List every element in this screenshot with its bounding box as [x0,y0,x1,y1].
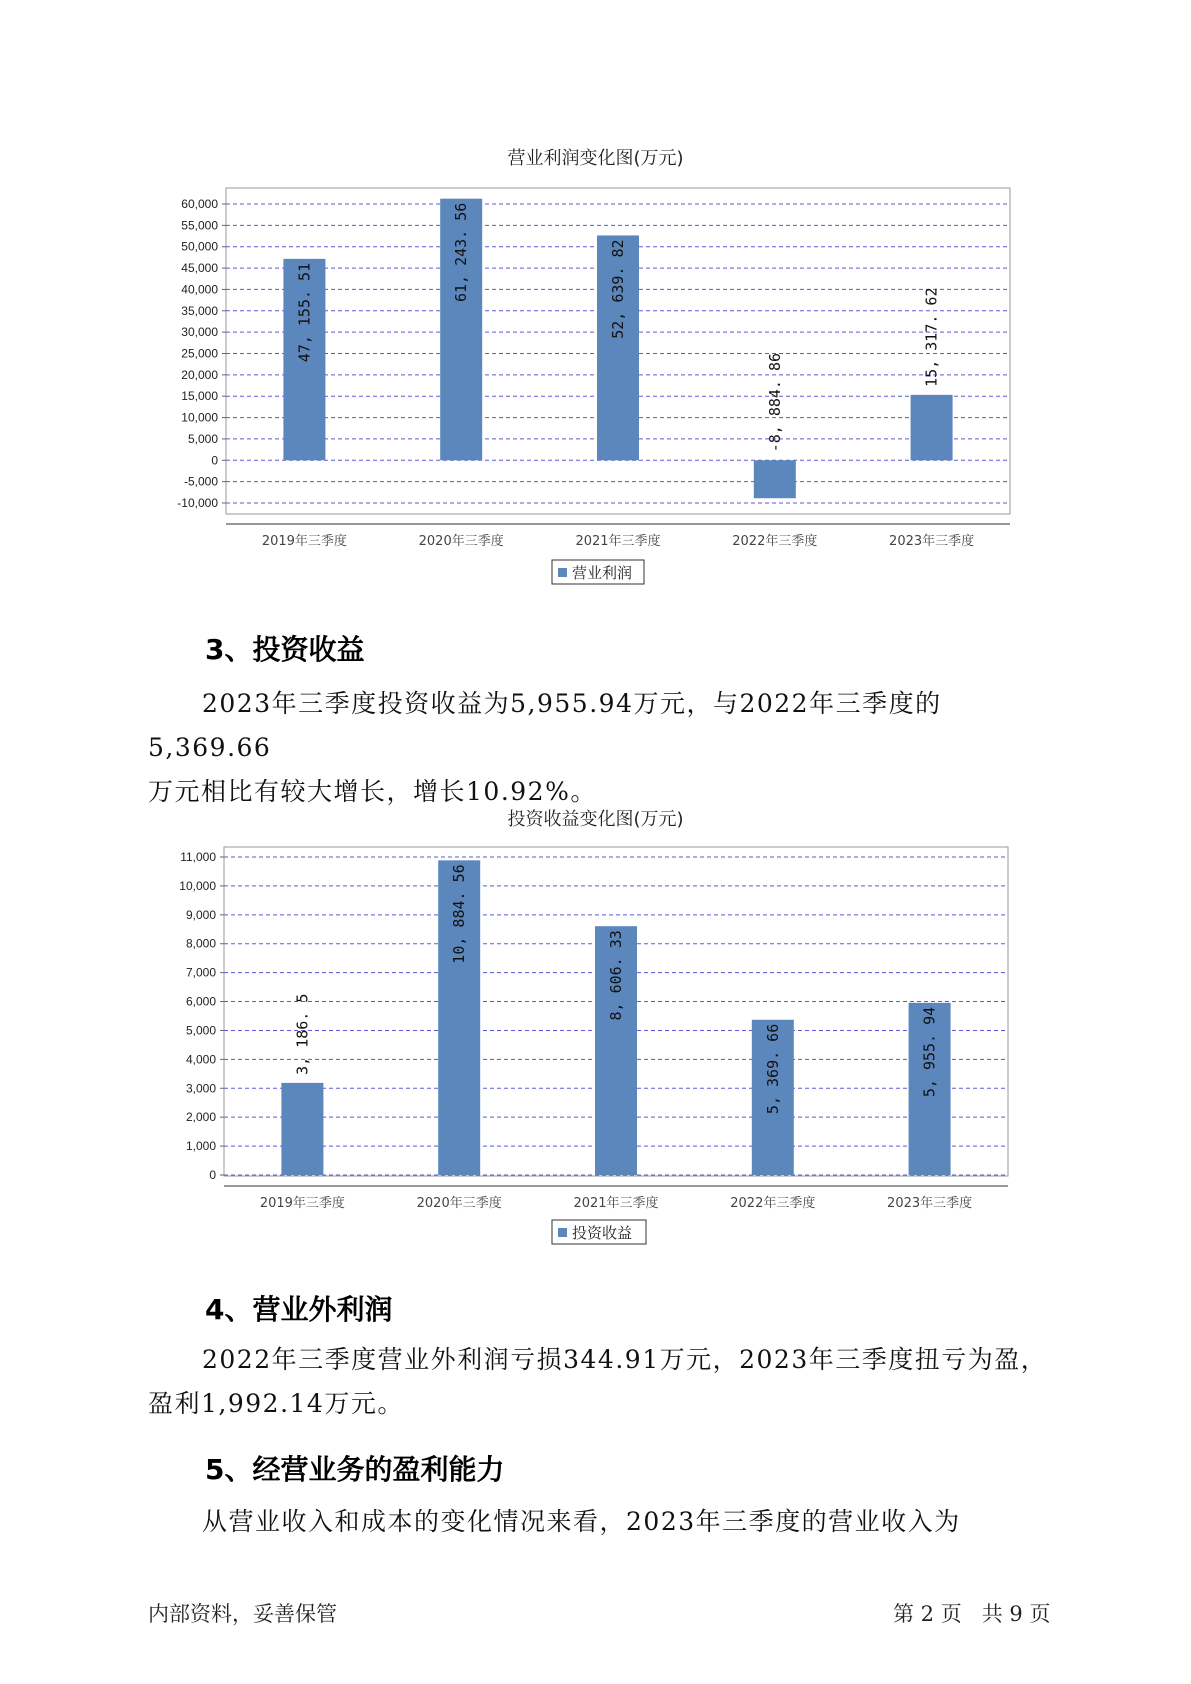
section-3-heading: 3、投资收益 [205,633,365,666]
y-tick-label: 10,000 [179,878,216,893]
y-tick-label: 11,000 [180,850,216,864]
y-tick-label: 20,000 [181,367,218,382]
x-tick-label: 2023年三季度 [889,534,975,549]
bar-value-label: 15, 317. 62 [922,287,941,387]
paragraph-line: 万元相比有较大增长，增长10.92%。 [148,777,597,806]
y-tick-label: 7,000 [185,965,216,980]
chart-1-title: 营业利润变化图(万元) [507,148,684,169]
section-5-paragraph [148,1500,1048,1544]
y-tick-label: -5,000 [183,474,218,489]
section-4-heading: 4、营业外利润 [205,1293,393,1326]
y-tick-label: 45,000 [181,261,218,276]
paragraph-line: 盈利1,992.14万元。 [148,1389,404,1418]
legend-label: 投资收益 [572,1224,633,1242]
y-tick-label: 6,000 [185,994,216,1009]
x-tick-label: 2022年三季度 [732,534,818,549]
bar-value-label: 5, 955. 94 [920,1006,939,1098]
bar-value-label: 8, 606. 33 [607,930,625,1021]
footer-page-number: 第 2 页 共 9 页 [893,1602,1051,1626]
bar-value-label: 47, 155. 51 [295,262,314,363]
section-4-paragraph [148,1338,1048,1426]
y-tick-label: 30,000 [181,325,218,340]
y-tick-label: 4,000 [185,1052,216,1067]
y-tick-label: 25,000 [181,346,218,361]
y-tick-label: -10,000 [177,496,218,510]
bar-value-label: -8, 884. 86 [765,352,784,453]
y-tick-label: 8,000 [185,936,216,951]
y-tick-label: 5,000 [187,431,218,446]
y-tick-label: 1,000 [185,1139,216,1154]
y-tick-label: 40,000 [181,282,218,297]
legend-label: 营业利润 [572,564,633,582]
bar-value-label: 3, 186. 5 [293,993,312,1075]
bar-value-label: 52, 639. 82 [609,239,627,339]
footer-left: 内部资料，妥善保管 [148,1602,337,1626]
x-tick-label: 2020年三季度 [418,534,504,549]
y-tick-label: 3,000 [185,1081,216,1096]
y-tick-label: 15,000 [181,389,218,404]
paragraph-line: 2022年三季度营业外利润亏损344.91万元，2023年三季度扭亏为盈， [202,1345,1048,1374]
y-tick-label: 50,000 [181,239,218,254]
y-tick-label: 2,000 [185,1110,216,1125]
y-tick-label: 60,000 [181,197,218,211]
y-tick-label: 5,000 [185,1023,216,1038]
x-tick-label: 2022年三季度 [730,1196,816,1211]
x-tick-label: 2019年三季度 [261,534,347,549]
legend-swatch [558,1228,567,1237]
x-tick-label: 2020年三季度 [416,1196,502,1211]
bar-value-label: 61, 243. 56 [452,202,471,303]
x-tick-label: 2019年三季度 [259,1196,345,1211]
y-tick-label: 55,000 [181,218,218,233]
y-tick-label: 0 [211,453,218,468]
bar-value-label: 5, 369. 66 [763,1023,782,1115]
chart-2-title: 投资收益变化图(万元) [507,809,684,830]
x-tick-label: 2021年三季度 [575,534,661,549]
y-tick-label: 10,000 [181,410,218,425]
paragraph-line: 2023年三季度投资收益为5,955.94万元，与2022年三季度的5,369.66 [148,689,942,762]
y-tick-label: 0 [209,1168,216,1182]
x-tick-label: 2021年三季度 [573,1196,659,1211]
section-5-heading: 5、经营业务的盈利能力 [205,1453,505,1486]
bar-value-label: 10, 884. 56 [450,864,469,964]
y-tick-label: 9,000 [185,907,216,922]
x-tick-label: 2023年三季度 [887,1196,973,1211]
y-tick-label: 35,000 [181,303,218,318]
paragraph-line: 从营业收入和成本的变化情况来看，2023年三季度的营业收入为 [202,1507,961,1536]
bar [281,1083,323,1175]
